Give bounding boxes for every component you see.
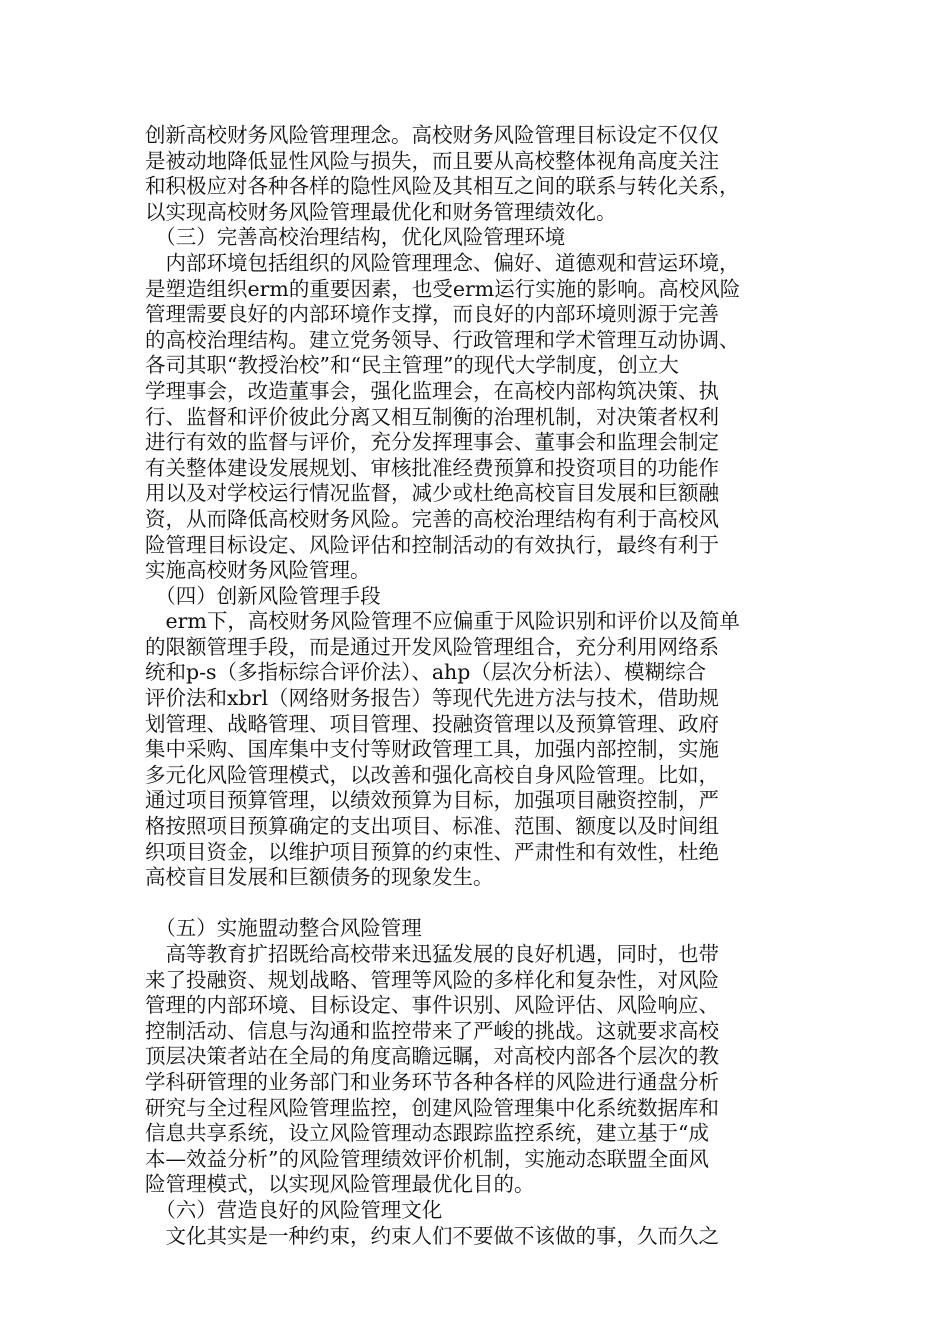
text-line: 划管理、战略管理、项目管理、投融资管理以及预算管理、政府 [145, 711, 719, 736]
text-line: 集中采购、国库集中支付等财政管理工具，加强内部控制，实施 [145, 737, 719, 762]
text-line: 文化其实是一种约束，约束人们不要做不该做的事，久而久之 [145, 1223, 719, 1248]
text-line: 行、监督和评价彼此分离又相互制衡的治理机制，对决策者权利 [145, 404, 719, 429]
text-line: 进行有效的监督与评价，充分发挥理事会、董事会和监理会制定 [145, 430, 719, 455]
text-line: 控制活动、信息与沟通和监控带来了严峻的挑战。这就要求高校 [145, 1018, 719, 1043]
text-line: 织项目资金，以维护项目预算的约束性、严肃性和有效性，杜绝 [145, 839, 719, 864]
text-line: 学科研管理的业务部门和业务环节各种各样的风险进行通盘分析 [145, 1069, 719, 1094]
text-line: （六）营造良好的风险管理文化 [145, 1197, 443, 1222]
document-body [145, 123, 795, 1249]
text-line: 高等教育扩招既给高校带来迅猛发展的良好机遇，同时，也带 [145, 942, 719, 966]
text-line: 评价法和xbrl（网络财务报告）等现代先进方法与技术，借助规 [145, 686, 720, 711]
text-line: 各司其职“教授治校”和“民主管理”的现代大学制度，创立大 [145, 353, 679, 378]
text-line: 有关整体建设发展规划、审核批准经费预算和投资项目的功能作 [145, 455, 719, 480]
text-line: 多元化风险管理模式，以改善和强化高校自身风险管理。比如， [145, 762, 719, 787]
text-line: erm下，高校财务风险管理不应偏重于风险识别和评价以及简单 [145, 609, 740, 634]
text-line: 来了投融资、规划战略、管理等风险的多样化和复杂性，对风险 [145, 967, 719, 992]
text-line: 是塑造组织erm的重要因素，也受erm运行实施的影响。高校风险 [145, 276, 741, 301]
text-line: 创新高校财务风险管理理念。高校财务风险管理目标设定不仅仅 [145, 123, 719, 147]
text-line: 实施高校财务风险管理。 [145, 558, 371, 583]
text-line: 内部环境包括组织的风险管理理念、偏好、道德观和营运环境， [145, 250, 740, 275]
text-line: 的高校治理结构。建立党务领导、行政管理和学术管理互动协调、 [145, 327, 740, 352]
text-line: 研究与全过程风险管理监控，创建风险管理集中化系统数据库和 [145, 1095, 719, 1120]
text-line: 险管理目标设定、风险评估和控制活动的有效执行，最终有利于 [145, 532, 719, 557]
text-line: 统和p-s（多指标综合评价法）、ahp（层次分析法）、模糊综合 [145, 660, 707, 685]
text-line: 用以及对学校运行情况监督，减少或杜绝高校盲目发展和巨额融 [145, 481, 719, 506]
text-line: （三）完善高校治理结构，优化风险管理环境 [145, 225, 566, 250]
text-line: 资，从而降低高校财务风险。完善的高校治理结构有利于高校风 [145, 506, 719, 531]
text-line: 管理的内部环境、目标设定、事件识别、风险评估、风险响应、 [145, 993, 719, 1018]
text-line: 险管理模式，以实现风险管理最优化目的。 [145, 1172, 535, 1197]
text-line: 信息共享系统，设立风险管理动态跟踪监控系统，建立基于“成 [145, 1121, 709, 1146]
text-line [145, 891, 795, 917]
text-line: （五）实施盟动整合风险管理 [145, 916, 422, 941]
text-line: 格按照项目预算确定的支出项目、标准、范围、额度以及时间组 [145, 814, 719, 839]
text-line: 的限额管理手段，而是通过开发风险管理组合，充分利用网络系 [145, 634, 719, 659]
text-line: 高校盲目发展和巨额债务的现象发生。 [145, 865, 494, 890]
text-line: 学理事会，改造董事会，强化监理会，在高校内部构筑决策、执 [145, 378, 719, 403]
text-line: 通过项目预算管理，以绩效预算为目标，加强项目融资控制，严 [145, 788, 719, 813]
text-line: 管理需要良好的内部环境作支撑，而良好的内部环境则源于完善 [145, 302, 719, 327]
text-line: 以实现高校财务风险管理最优化和财务管理绩效化。 [145, 199, 617, 224]
text-line: 顶层决策者站在全局的角度高瞻远瞩，对高校内部各个层次的教 [145, 1044, 719, 1069]
text-line: （四）创新风险管理手段 [145, 583, 381, 608]
text-line: 和积极应对各种各样的隐性风险及其相互之间的联系与转化关系， [145, 174, 740, 199]
text-line: 是被动地降低显性风险与损失，而且要从高校整体视角高度关注 [145, 148, 719, 173]
text-line: 本—效益分析”的风险管理绩效评价机制，实施动态联盟全面风 [145, 1146, 709, 1171]
